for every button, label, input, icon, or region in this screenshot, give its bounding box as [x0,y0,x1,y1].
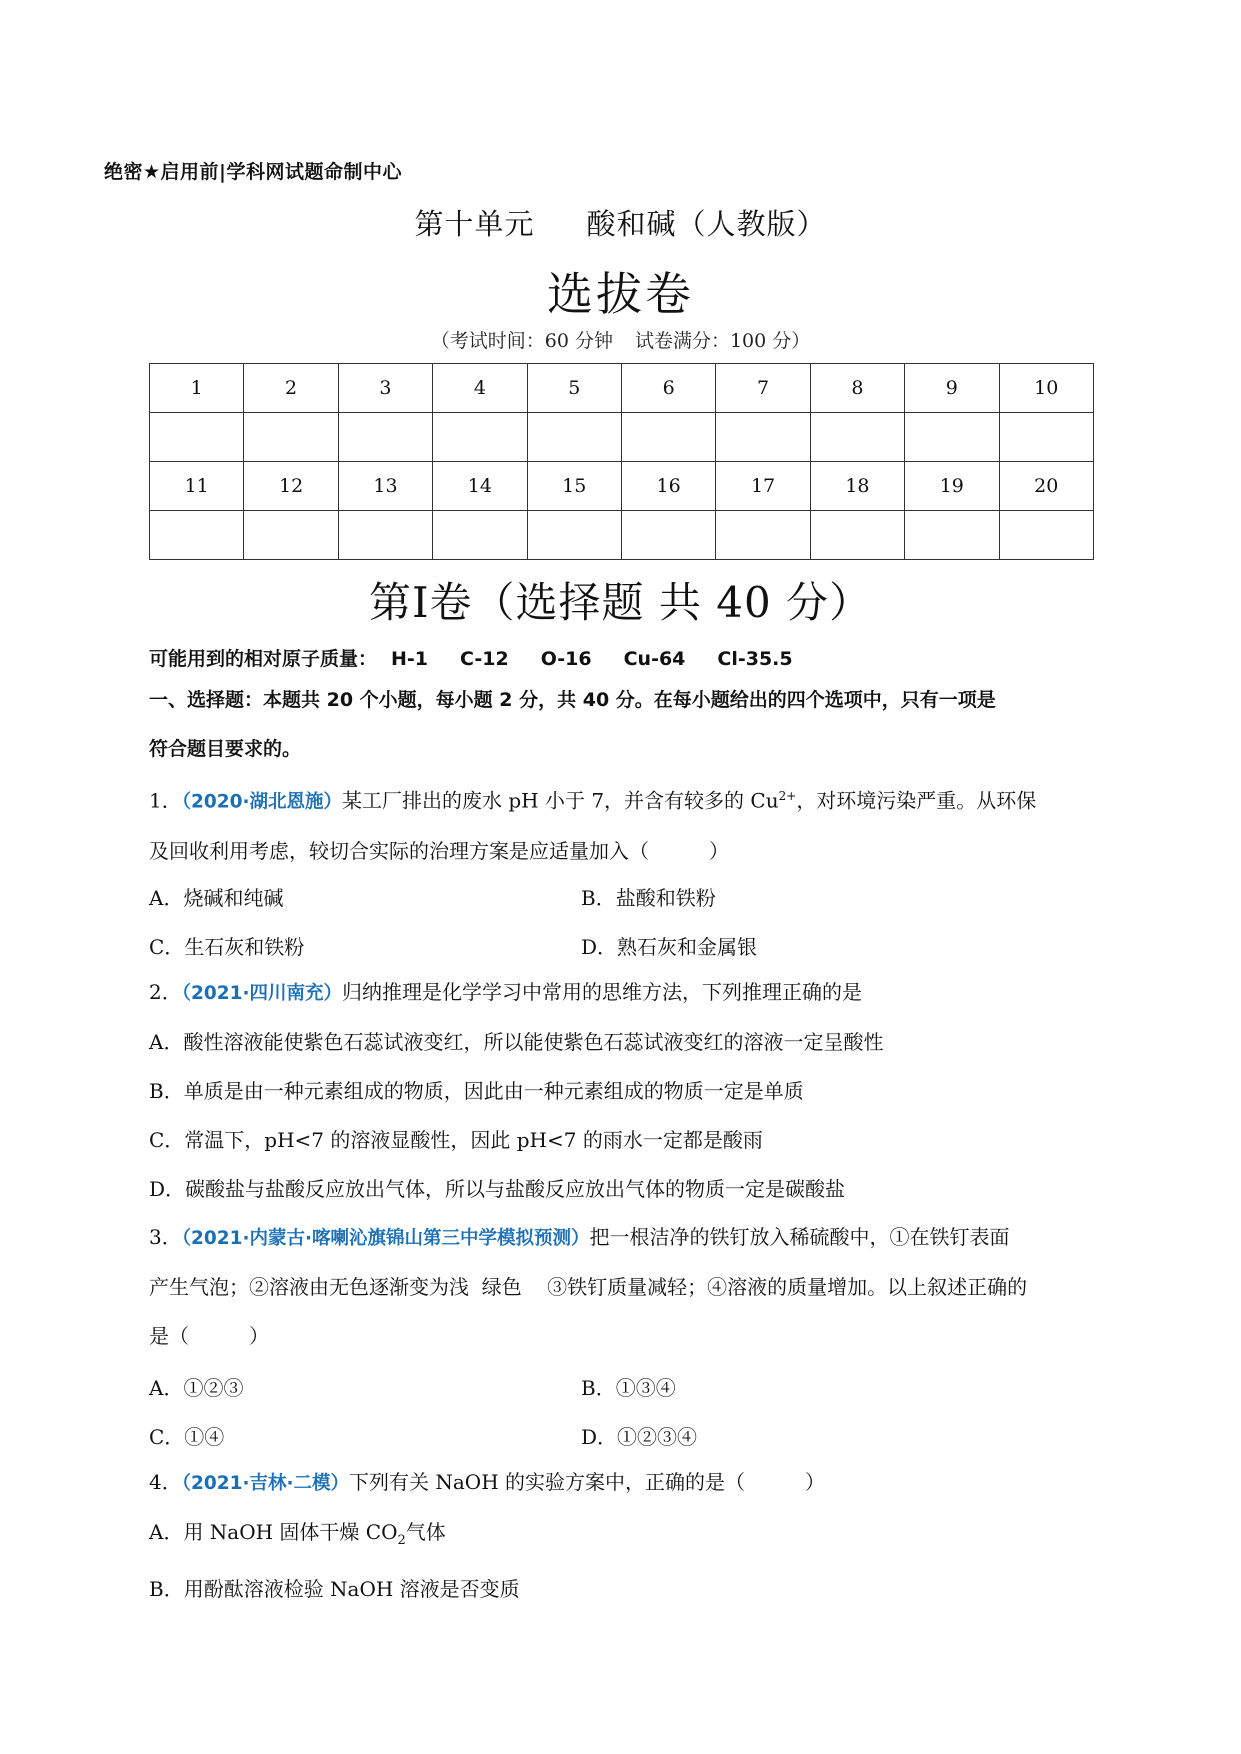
atomic-masses [149,644,825,671]
exam-time: （考试时间：60 分钟 [430,330,613,352]
question-1-paren-end: ） [709,838,729,863]
atomic-mass-item: H-1 [391,648,429,670]
question-1-option-d[interactable]: D．熟石灰和金属银 [581,935,758,959]
charge-superscript: 2+ [778,789,797,803]
answer-grid-number: 17 [716,462,810,511]
question-3-line-1 [149,1213,1104,1263]
question-1 [149,772,1104,876]
answer-grid-number: 9 [905,364,999,413]
answer-grid-number: 18 [810,462,904,511]
answer-grid-number: 3 [338,364,432,413]
answer-cell[interactable] [338,511,432,560]
question-4-option-a-text: A．用 NaOH 固体干燥 CO [149,1520,398,1544]
question-2-line-1 [149,968,1104,1018]
answer-cell[interactable] [527,511,621,560]
question-source: （2021·吉林·二模） [181,1473,350,1494]
question-2-option-b[interactable]: B．单质是由一种元素组成的物质，因此由一种元素组成的物质一定是单质 [149,1079,804,1103]
question-1-text-b: ，对环境污染严重。从环保 [796,788,1037,813]
answer-grid [149,363,1094,560]
instructions-line-1: 一、选择题：本题共 20 个小题，每小题 2 分，共 40 分。在每小题给出的四个选项中，只有一项是 [149,689,996,711]
question-3 [149,1213,1104,1361]
instructions [149,676,1104,774]
atomic-mass-item: Cu-64 [623,648,686,670]
question-1-option-b[interactable]: B．盐酸和铁粉 [581,886,716,910]
answer-cell[interactable] [905,413,999,462]
answer-grid-number: 7 [716,364,810,413]
answer-cell[interactable] [810,511,904,560]
question-4 [149,1458,1104,1614]
question-2-option-c[interactable]: C．常温下，pH<7 的溶液显酸性，因此 pH<7 的雨水一定都是酸雨 [149,1128,763,1152]
question-3-option-a[interactable]: A．①②③ [149,1376,244,1400]
atomic-mass-item: O-16 [540,648,592,670]
answer-grid-number: 11 [150,462,244,511]
question-3-line-2: 产生气泡；②溶液由无色逐渐变为浅 绿色 ③铁钉质量减轻；④溶液的质量增加。以上叙述正确的 [149,1275,1028,1299]
section-title: 第I卷（选择题 共 40 分） [368,578,873,627]
answer-grid-header-row-1 [150,364,1094,413]
question-3-line-3 [149,1312,1104,1361]
question-1-line-1 [149,772,1104,827]
question-3-text-c: 是（ [149,1324,189,1348]
question-4-line-1 [149,1458,1104,1508]
question-2-option-a[interactable]: A．酸性溶液能使紫色石蕊试液变红，所以能使紫色石蕊试液变红的溶液一定呈酸性 [149,1030,884,1054]
question-source: （2021·内蒙古·喀喇沁旗锦山第三中学模拟预测） [181,1228,590,1249]
answer-cell[interactable] [905,511,999,560]
question-1-text-c: 及回收利用考虑，较切合实际的治理方案是应适量加入（ [149,838,649,863]
answer-grid-number: 4 [433,364,527,413]
answer-cell[interactable] [621,413,715,462]
question-4-option-b[interactable]: B．用酚酞溶液检验 NaOH 溶液是否变质 [149,1577,520,1601]
question-2 [149,968,1104,1214]
question-1-line-2 [149,827,1104,876]
answer-cell[interactable] [150,511,244,560]
question-4-paren-end: ） [805,1470,826,1494]
answer-grid-number: 16 [621,462,715,511]
answer-cell[interactable] [244,413,338,462]
answer-grid-number: 14 [433,462,527,511]
atomic-mass-item: C-12 [460,648,509,670]
answer-grid-number: 10 [999,364,1093,413]
answer-cell[interactable] [338,413,432,462]
question-3-text-a: 把一根洁净的铁钉放入稀硫酸中，①在铁钉表面 [589,1225,1010,1249]
instructions-line-2: 符合题目要求的。 [149,738,302,760]
answer-grid-number: 6 [621,364,715,413]
answer-grid-header-row-2 [150,462,1094,511]
answer-cell[interactable] [999,511,1093,560]
answer-grid-number: 8 [810,364,904,413]
question-4-option-a-text-end: 气体 [405,1520,446,1544]
question-number: 2． [149,980,182,1004]
confidential-header: 绝密★启用前|学科网试题命制中心 [104,161,402,183]
answer-grid-number: 5 [527,364,621,413]
question-number: 4． [149,1470,182,1494]
answer-cell[interactable] [527,413,621,462]
answer-grid-number: 19 [905,462,999,511]
question-1-option-c[interactable]: C．生石灰和铁粉 [149,935,305,959]
atomic-mass-item: Cl-35.5 [717,648,793,670]
exam-info [0,326,1241,353]
answer-cell[interactable] [716,413,810,462]
question-3-paren-end: ） [249,1324,269,1348]
exam-score: 试卷满分：100 分） [634,330,811,352]
unit-title [0,202,1241,243]
question-4-text: 下列有关 NaOH 的实验方案中，正确的是（ [349,1470,746,1494]
question-4-option-a[interactable] [149,1508,1104,1565]
answer-cell[interactable] [433,511,527,560]
question-1-option-a[interactable]: A．烧碱和纯碱 [149,886,284,910]
question-3-option-b[interactable]: B．①③④ [581,1376,676,1400]
answer-grid-number: 15 [527,462,621,511]
unit-title-part1: 第十单元 [414,207,535,241]
question-1-text-a: 某工厂排出的废水 pH 小于 7，并含有较多的 Cu [342,788,779,813]
question-source: （2020·湖北恩施） [181,791,343,813]
answer-cell[interactable] [244,511,338,560]
question-2-text: 归纳推理是化学学习中常用的思维方法，下列推理正确的是 [342,980,863,1004]
answer-cell[interactable] [433,413,527,462]
answer-grid-blank-row-2 [150,511,1094,560]
answer-grid-number: 13 [338,462,432,511]
answer-grid-blank-row-1 [150,413,1094,462]
answer-cell[interactable] [716,511,810,560]
answer-cell[interactable] [999,413,1093,462]
main-title: 选拔卷 [547,267,694,321]
question-source: （2021·四川南充） [181,983,343,1004]
answer-grid-number: 12 [244,462,338,511]
answer-grid-number: 1 [150,364,244,413]
answer-grid-number: 2 [244,364,338,413]
answer-cell[interactable] [621,511,715,560]
answer-cell[interactable] [810,413,904,462]
answer-grid-number: 20 [999,462,1093,511]
answer-cell[interactable] [150,413,244,462]
subscript: 2 [397,1533,406,1548]
question-number: 3． [149,1225,182,1249]
unit-title-part2: 酸和碱（人教版） [586,207,827,241]
question-number: 1． [149,788,182,813]
question-2-option-d[interactable]: D．碳酸盐与盐酸反应放出气体，所以与盐酸反应放出气体的物质一定是碳酸盐 [149,1177,846,1201]
atomic-masses-label: 可能用到的相对原子质量： [149,648,378,670]
question-3-option-d[interactable]: D．①②③④ [581,1425,698,1449]
question-3-option-c[interactable]: C．①④ [149,1425,225,1449]
